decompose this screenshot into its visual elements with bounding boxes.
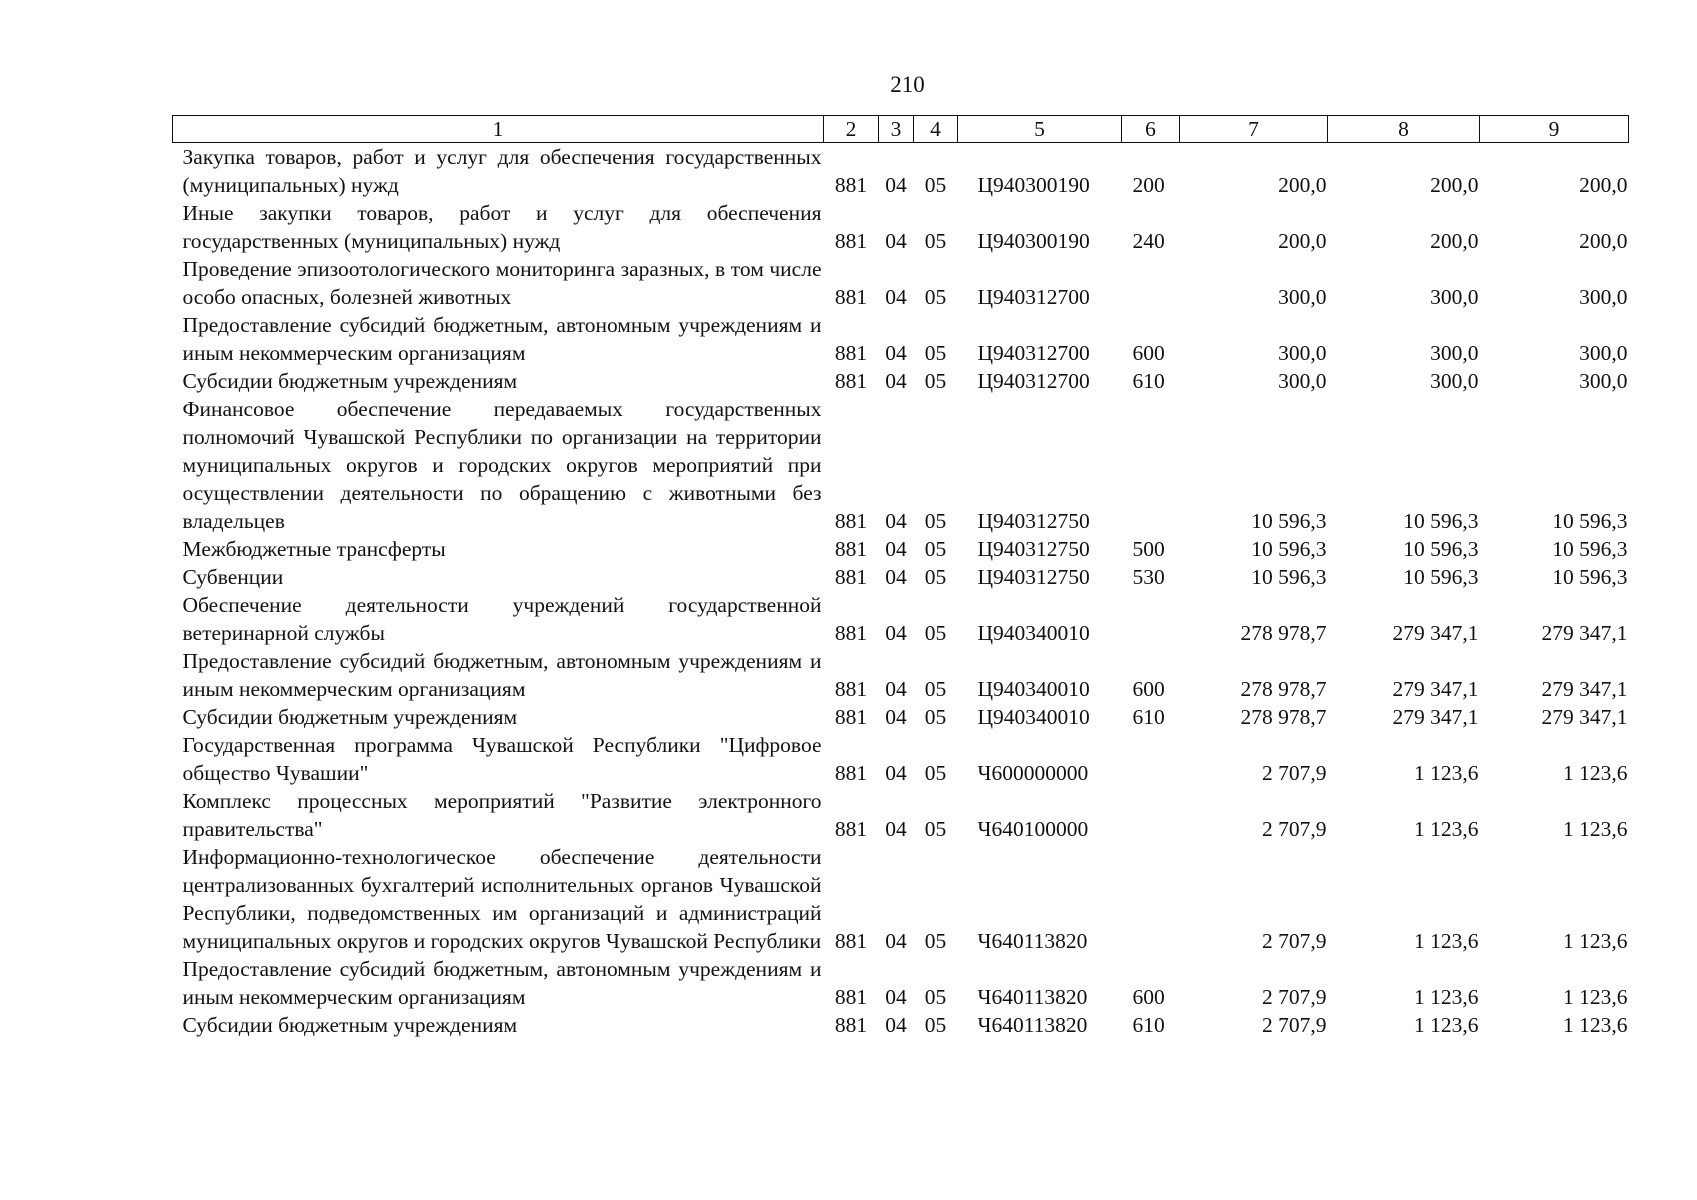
column-header-3: 3 <box>879 116 914 143</box>
amount-col-8: 1 123,6 <box>1414 1013 1479 1037</box>
target-article-code: Ч640113820 <box>977 929 1088 953</box>
amount-col-9: 10 596,3 <box>1552 565 1628 589</box>
amount-col-9: 300,0 <box>1579 341 1628 365</box>
row-name: Предоставление субсидий бюджетным, автономным учреждениям и иным некоммерческим организациям <box>182 957 822 1009</box>
amount-col-9: 1 123,6 <box>1563 985 1628 1009</box>
amount-col-9: 10 596,3 <box>1552 537 1628 561</box>
expense-type-code: 200 <box>1132 173 1165 197</box>
ministry-code: 881 <box>834 341 868 365</box>
target-article-code: Ц940312750 <box>977 565 1090 589</box>
target-article-code: Ц940312700 <box>977 369 1090 393</box>
row-name: Субвенции <box>182 565 284 589</box>
section-code: 04 <box>885 341 907 365</box>
amount-col-8: 300,0 <box>1430 341 1479 365</box>
subsection-code: 05 <box>924 929 947 953</box>
subsection-code: 05 <box>924 509 947 533</box>
amount-col-7: 2 707,9 <box>1262 761 1327 785</box>
target-article-code: Ч600000000 <box>977 761 1089 785</box>
subsection-code: 05 <box>924 341 947 365</box>
row-name: Субсидии бюджетным учреждениям <box>182 369 518 393</box>
expense-type-code: 610 <box>1132 705 1165 729</box>
expense-type-code <box>1122 395 1180 535</box>
section-code: 04 <box>885 537 907 561</box>
expense-type-code: 600 <box>1132 677 1165 701</box>
ministry-code: 881 <box>834 285 868 309</box>
section-code: 04 <box>885 285 907 309</box>
target-article-code: Ц940312750 <box>977 537 1090 561</box>
amount-col-7: 300,0 <box>1278 369 1327 393</box>
amount-col-7: 278 978,7 <box>1240 677 1327 701</box>
subsection-code: 05 <box>924 537 947 561</box>
amount-col-8: 10 596,3 <box>1403 565 1479 589</box>
section-code: 04 <box>885 985 907 1009</box>
column-header-6: 6 <box>1122 116 1180 143</box>
amount-col-7: 278 978,7 <box>1240 621 1327 645</box>
amount-col-7: 2 707,9 <box>1262 985 1327 1009</box>
amount-col-9: 1 123,6 <box>1563 1013 1628 1037</box>
subsection-code: 05 <box>924 173 947 197</box>
amount-col-7: 10 596,3 <box>1251 565 1327 589</box>
section-code: 04 <box>885 173 907 197</box>
amount-col-9: 300,0 <box>1579 285 1628 309</box>
subsection-code: 05 <box>924 985 947 1009</box>
budget-table <box>172 115 1629 1039</box>
amount-col-8: 200,0 <box>1430 173 1479 197</box>
amount-col-8: 10 596,3 <box>1403 509 1479 533</box>
amount-col-8: 279 347,1 <box>1392 705 1479 729</box>
row-name: Предоставление субсидий бюджетным, автономным учреждениям и иным некоммерческим организациям <box>182 649 822 701</box>
expense-type-code <box>1122 787 1180 843</box>
amount-col-9: 279 347,1 <box>1541 705 1628 729</box>
amount-col-9: 200,0 <box>1579 229 1628 253</box>
section-code: 04 <box>885 621 907 645</box>
ministry-code: 881 <box>834 677 868 701</box>
column-header-8: 8 <box>1328 116 1480 143</box>
row-name: Информационно-технологическое обеспечение деятельности централизованных бухгалтерий исполнительных органов Чувашской Республики, подведомственных им организаций и администраций муниципальных округов и городских округов Чувашской Республики <box>182 845 822 953</box>
subsection-code: 05 <box>924 229 947 253</box>
ministry-code: 881 <box>834 705 868 729</box>
subsection-code: 05 <box>924 565 947 589</box>
expense-type-code <box>1122 255 1180 311</box>
amount-col-8: 300,0 <box>1430 369 1479 393</box>
section-code: 04 <box>885 761 907 785</box>
section-code: 04 <box>885 565 907 589</box>
target-article-code: Ц940300190 <box>977 173 1090 197</box>
expense-type-code: 610 <box>1132 1013 1165 1037</box>
target-article-code: Ц940312700 <box>977 285 1090 309</box>
table-row <box>173 731 1629 787</box>
target-article-code: Ц940340010 <box>977 677 1090 701</box>
ministry-code: 881 <box>834 537 868 561</box>
table-row <box>173 563 1629 591</box>
row-name: Обеспечение деятельности учреждений государственной ветеринарной службы <box>182 593 822 645</box>
amount-col-7: 2 707,9 <box>1262 817 1327 841</box>
expense-type-code <box>1122 843 1180 955</box>
row-name: Закупка товаров, работ и услуг для обеспечения государственных (муниципальных) нужд <box>182 145 822 197</box>
subsection-code: 05 <box>924 285 947 309</box>
ministry-code: 881 <box>834 621 868 645</box>
row-name: Проведение эпизоотологического мониторинга заразных, в том числе особо опасных, болезней животных <box>182 257 822 309</box>
ministry-code: 881 <box>834 565 868 589</box>
ministry-code: 881 <box>834 761 868 785</box>
target-article-code: Ц940340010 <box>977 621 1090 645</box>
ministry-code: 881 <box>834 369 868 393</box>
amount-col-9: 300,0 <box>1579 369 1628 393</box>
table-row <box>173 535 1629 563</box>
row-name: Субсидии бюджетным учреждениям <box>182 1013 518 1037</box>
subsection-code: 05 <box>924 621 947 645</box>
section-code: 04 <box>885 1013 907 1037</box>
table-row <box>173 787 1629 843</box>
table-header <box>173 116 1629 143</box>
column-header-1: 1 <box>173 116 824 143</box>
table-row <box>173 367 1629 395</box>
amount-col-9: 1 123,6 <box>1563 761 1628 785</box>
subsection-code: 05 <box>924 1013 947 1037</box>
column-header-5: 5 <box>958 116 1122 143</box>
section-code: 04 <box>885 229 907 253</box>
expense-type-code <box>1122 731 1180 787</box>
amount-col-9: 1 123,6 <box>1563 929 1628 953</box>
amount-col-8: 200,0 <box>1430 229 1479 253</box>
column-header-4: 4 <box>914 116 958 143</box>
subsection-code: 05 <box>924 817 947 841</box>
row-name: Комплекс процессных мероприятий "Развитие электронного правительства" <box>182 789 822 841</box>
target-article-code: Ч640100000 <box>977 817 1089 841</box>
table-row <box>173 703 1629 731</box>
amount-col-7: 10 596,3 <box>1251 537 1327 561</box>
table-row <box>173 143 1629 200</box>
table-row <box>173 199 1629 255</box>
expense-type-code: 500 <box>1132 537 1165 561</box>
expense-type-code: 600 <box>1132 341 1165 365</box>
amount-col-8: 1 123,6 <box>1414 985 1479 1009</box>
target-article-code: Ц940312750 <box>977 509 1090 533</box>
amount-col-7: 300,0 <box>1278 285 1327 309</box>
amount-col-7: 300,0 <box>1278 341 1327 365</box>
ministry-code: 881 <box>834 229 868 253</box>
target-article-code: Ц940312700 <box>977 341 1090 365</box>
row-name: Финансовое обеспечение передаваемых государственных полномочий Чувашской Республики по организации на территории муниципальных округов и городских округов мероприятий при осуществлении деятельности по обращению с животными без владельцев <box>182 397 822 533</box>
amount-col-9: 279 347,1 <box>1541 621 1628 645</box>
section-code: 04 <box>885 509 907 533</box>
column-header-2: 2 <box>824 116 879 143</box>
table-row <box>173 311 1629 367</box>
section-code: 04 <box>885 817 907 841</box>
section-code: 04 <box>885 677 907 701</box>
amount-col-8: 279 347,1 <box>1392 677 1479 701</box>
expense-type-code: 600 <box>1132 985 1165 1009</box>
table-row <box>173 395 1629 535</box>
amount-col-7: 2 707,9 <box>1262 929 1327 953</box>
expense-type-code: 530 <box>1132 565 1165 589</box>
amount-col-9: 200,0 <box>1579 173 1628 197</box>
target-article-code: Ц940340010 <box>977 705 1090 729</box>
amount-col-9: 279 347,1 <box>1541 677 1628 701</box>
amount-col-8: 300,0 <box>1430 285 1479 309</box>
section-code: 04 <box>885 929 907 953</box>
amount-col-8: 1 123,6 <box>1414 929 1479 953</box>
table-body <box>173 143 1629 1040</box>
subsection-code: 05 <box>924 705 947 729</box>
row-name: Предоставление субсидий бюджетным, автономным учреждениям и иным некоммерческим организациям <box>182 313 822 365</box>
target-article-code: Ч640113820 <box>977 1013 1088 1037</box>
table-row <box>173 647 1629 703</box>
ministry-code: 881 <box>834 929 868 953</box>
ministry-code: 881 <box>834 985 868 1009</box>
column-header-9: 9 <box>1480 116 1629 143</box>
row-name: Межбюджетные трансферты <box>182 537 446 561</box>
table-row <box>173 591 1629 647</box>
table-row <box>173 1011 1629 1039</box>
amount-col-8: 10 596,3 <box>1403 537 1479 561</box>
row-name: Субсидии бюджетным учреждениям <box>182 705 518 729</box>
page-number: 210 <box>890 72 925 97</box>
amount-col-7: 278 978,7 <box>1240 705 1327 729</box>
header-row <box>173 116 1629 143</box>
row-name: Иные закупки товаров, работ и услуг для обеспечения государственных (муниципальных) нужд <box>182 201 822 253</box>
table-row <box>173 955 1629 1011</box>
section-code: 04 <box>885 369 907 393</box>
amount-col-7: 200,0 <box>1278 173 1327 197</box>
ministry-code: 881 <box>834 509 868 533</box>
ministry-code: 881 <box>834 173 868 197</box>
amount-col-7: 10 596,3 <box>1251 509 1327 533</box>
expense-type-code: 240 <box>1132 229 1165 253</box>
expense-type-code <box>1122 591 1180 647</box>
ministry-code: 881 <box>834 1013 868 1037</box>
subsection-code: 05 <box>924 761 947 785</box>
amount-col-8: 279 347,1 <box>1392 621 1479 645</box>
table-row <box>173 255 1629 311</box>
column-header-7: 7 <box>1180 116 1328 143</box>
amount-col-8: 1 123,6 <box>1414 817 1479 841</box>
ministry-code: 881 <box>834 817 868 841</box>
section-code: 04 <box>885 705 907 729</box>
amount-col-9: 10 596,3 <box>1552 509 1628 533</box>
amount-col-8: 1 123,6 <box>1414 761 1479 785</box>
target-article-code: Ч640113820 <box>977 985 1088 1009</box>
target-article-code: Ц940300190 <box>977 229 1090 253</box>
subsection-code: 05 <box>924 369 947 393</box>
subsection-code: 05 <box>924 677 947 701</box>
amount-col-7: 200,0 <box>1278 229 1327 253</box>
row-name: Государственная программа Чувашской Республики "Цифровое общество Чувашии" <box>182 733 822 785</box>
table-row <box>173 843 1629 955</box>
expense-type-code: 610 <box>1132 369 1165 393</box>
amount-col-7: 2 707,9 <box>1262 1013 1327 1037</box>
amount-col-9: 1 123,6 <box>1563 817 1628 841</box>
